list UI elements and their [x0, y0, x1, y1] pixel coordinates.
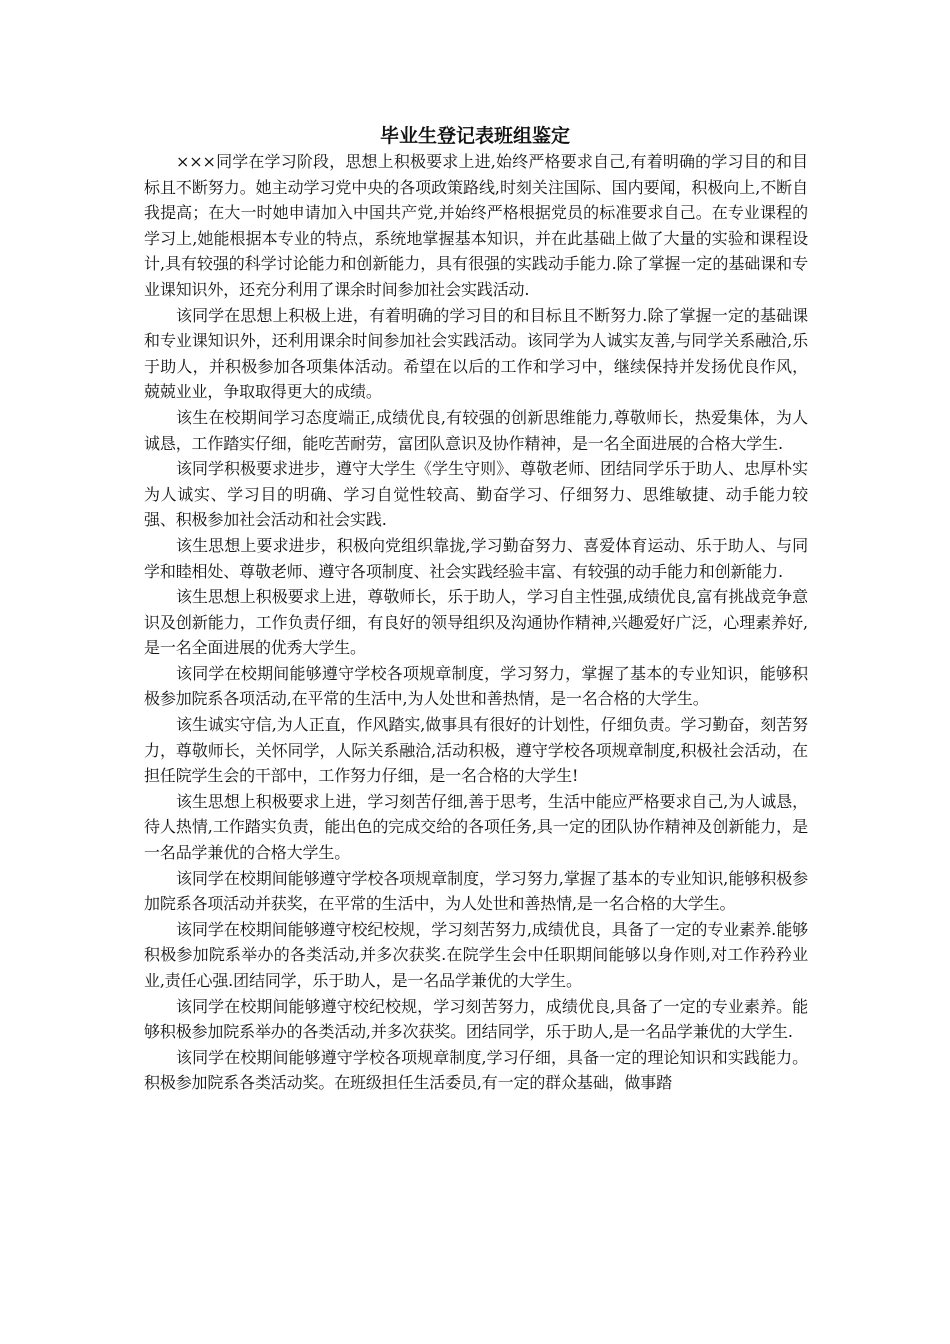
- paragraph: 该同学积极要求进步，遵守大学生《学生守则》、尊敬老师、团结同学乐于助人、忠厚朴实为人诚实、学习目的明确、学习自觉性较高、勤奋学习、仔细努力、思维敏捷、动手能力较强、积极参加社会活动和社会实践.: [144, 459, 808, 530]
- paragraph: ×××同学在学习阶段，思想上积极要求上进,始终严格要求自己,有着明确的学习目的和目标且不断努力。她主动学习党中央的各项政策路线,时刻关注国际、国内要闻，积极向上,不断自我提高；在大一时她申请加入中国共产党,并始终严格根据党员的标准要求自己。在专业课程的学习上,她能根据本专业的特点，系统地掌握基本知识，并在此基础上做了大量的实验和课程设计,具有较强的科学讨论能力和创新能力，具有很强的实践动手能力.除了掌握一定的基础课和专业课知识外，还充分利用了课余时间参加社会实践活动.: [144, 152, 808, 299]
- paragraph: 该同学在校期间能够遵守校纪校规，学习刻苦努力,成绩优良，具备了一定的专业素养.能够积极参加院系举办的各类活动,并多次获奖.在院学生会中任职期间能够以身作则,对工作矜矜业业,责任心强.团结同学，乐于助人，是一名品学兼优的大学生。: [144, 919, 808, 990]
- document-body: [144, 149, 808, 1096]
- paragraph: 该同学在思想上积极上进，有着明确的学习目的和目标且不断努力.除了掌握一定的基础课和专业课知识外，还利用课余时间参加社会实践活动。该同学为人诚实友善,与同学关系融洽,乐于助人，并积极参加各项集体活动。希望在以后的工作和学习中，继续保持并发扬优良作风，兢兢业业，争取取得更大的成绩。: [144, 305, 808, 402]
- paragraph: 该同学在校期间能够遵守校纪校规，学习刻苦努力，成绩优良,具备了一定的专业素养。能够积极参加院系举办的各类活动,并多次获奖。团结同学，乐于助人,是一名品学兼优的大学生.: [144, 996, 808, 1042]
- paragraph: 该生诚实守信,为人正直，作风踏实,做事具有很好的计划性，仔细负责。学习勤奋，刻苦努力，尊敬师长，关怀同学，人际关系融洽,活动积极，遵守学校各项规章制度,积极社会活动，在担任院学生会的干部中，工作努力仔细，是一名合格的大学生!: [144, 715, 808, 786]
- paragraph: 该生思想上积极要求上进，尊敬师长，乐于助人，学习自主性强,成绩优良,富有挑战竞争意识及创新能力，工作负责仔细，有良好的领导组织及沟通协作精神,兴趣爱好广泛，心理素养好,是一名全面进展的优秀大学生。: [144, 587, 808, 658]
- paragraph: 该生在校期间学习态度端正,成绩优良,有较强的创新思维能力,尊敬师长，热爱集体，为人诚恳，工作踏实仔细，能吃苦耐劳，富团队意识及协作精神，是一名全面进展的合格大学生.: [144, 407, 808, 453]
- paragraph: 该同学在校期间能够遵守学校各项规章制度，学习努力，掌握了基本的专业知识，能够积极参加院系各项活动,在平常的生活中,为人处世和善热情，是一名合格的大学生。: [144, 663, 808, 709]
- document-title: 毕业生登记表班组鉴定: [379, 125, 570, 147]
- paragraph: 该生思想上积极要求上进，学习刻苦仔细,善于思考，生活中能应严格要求自己,为人诚恳，待人热情,工作踏实负责，能出色的完成交给的各项任务,具一定的团队协作精神及创新能力，是一名品学兼优的合格大学生。: [144, 791, 808, 863]
- paragraph: 该同学在校期间能够遵守学校各项规章制度,学习仔细，具备一定的理论知识和实践能力。积极参加院系各类活动奖。在班级担任生活委员,有一定的群众基础，做事踏: [144, 1047, 808, 1093]
- paragraph: 该同学在校期间能够遵守学校各项规章制度，学习努力,掌握了基本的专业知识,能够积极参加院系各项活动并获奖，在平常的生活中，为人处世和善热情,是一名合格的大学生。: [144, 868, 808, 914]
- paragraph: 该生思想上要求进步，积极向党组织靠拢,学习勤奋努力、喜爱体育运动、乐于助人、与同学和睦相处、尊敬老师、遵守各项制度、社会实践经验丰富、有较强的动手能力和创新能力.: [144, 535, 808, 581]
